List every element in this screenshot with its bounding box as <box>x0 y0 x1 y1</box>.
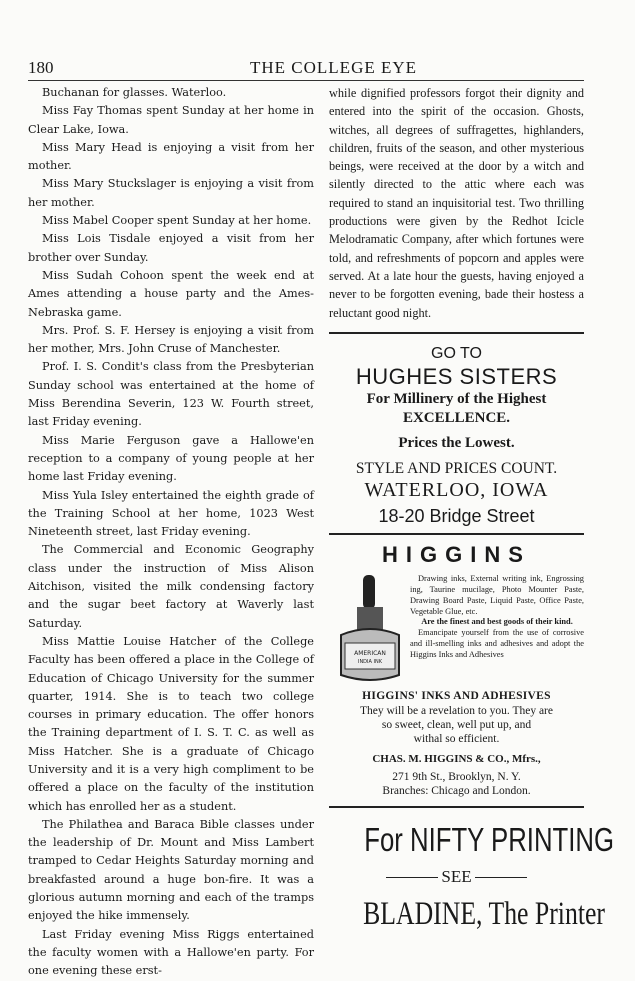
running-title: THE COLLEGE EYE <box>250 58 418 77</box>
see-line <box>329 866 584 888</box>
ink-bottle-icon <box>335 573 405 685</box>
svg-text:INDIA INK: INDIA INK <box>357 658 383 665</box>
branches: Branches: Chicago and London. <box>382 784 531 797</box>
left-column <box>28 84 314 981</box>
higgins-description <box>410 573 584 660</box>
divider <box>329 533 584 535</box>
news-item: Miss Mary Head is enjoying a visit from her mother. <box>28 140 314 173</box>
news-item: Miss Marie Ferguson gave a Hallowe'en reception to a company of young people at her home last Friday evening. <box>28 433 314 484</box>
news-item: Prof. I. S. Condit's class from the Presbyterian Sunday school was entertained at the home of Miss Berendina Severin, 123 W. Fourth street, last Friday evening. <box>28 360 314 429</box>
news-item: The Philathea and Baraca Bible classes under the leadership of Dr. Mount and Miss Lambert tramped to Cedar Heights Saturday morning and breakfasted around a huge bon-fire. It was a glorious autumn morning and each of the tramps enjoyed the hike immensely. <box>28 817 314 923</box>
ad-city: WATERLOO, IOWA <box>364 478 549 501</box>
divider <box>329 806 584 808</box>
ad-line: STYLE AND PRICES COUNT. <box>355 459 558 477</box>
tagline: withal so efficient. <box>413 732 500 745</box>
higgins-ad <box>329 541 584 798</box>
higgins-headline: HIGGINS' INKS AND ADHESIVES <box>362 689 551 702</box>
ad-name: HUGHES SISTERS <box>355 363 558 389</box>
tagline: They will be a revelation to you. They are <box>360 704 553 717</box>
ad-text: BLADINE, The Printer <box>363 895 605 932</box>
article-continuation: while dignified professors forgot their dignity and entered into the spirit of the occasion. Ghosts, witches, all degrees of suffragettes, highlanders, children, fruits of the season, and other mysterious beings, were received at the door by a witch and silently directed to the attic where each was required to stand an inquisitorial test. Two thrilling productions were given by the Redhot Icicle Melodramatic Company, after which fortunes were told, and refreshments of popcorn and apples were served. At a late hour the guests, having enjoyed a never to be forgotten evening, bade their hostess a reluctant good night. <box>329 86 584 320</box>
emancipate-text: Emancipate yourself from the use of corrosive and ill-smelling inks and adhesives and adopt the Higgins Inks and Adhesives <box>410 627 584 659</box>
news-item: The Commercial and Economic Geography class under the instruction of Miss Alison Aitchison, visited the milk condensing factory and the sugar beet factory at Waverly last Saturday. <box>28 543 314 630</box>
ad-line: For Millinery of the Highest <box>366 390 547 407</box>
news-item: Last Friday evening Miss Riggs entertained the faculty women with a Hallowe'en party. For one evening these erst- <box>28 927 314 978</box>
news-item: Miss Mary Stuckslager is enjoying a visit from her mother. <box>28 177 314 209</box>
bladine-line <box>329 894 605 934</box>
svg-text:AMERICAN: AMERICAN <box>354 649 386 657</box>
tagline: so sweet, clean, well put up, and <box>381 718 532 731</box>
news-item: Buchanan for glasses. Waterloo. <box>42 86 227 99</box>
news-item: Mrs. Prof. S. F. Hersey is enjoying a visit from her mother, Mrs. John Cruse of Manchester. <box>28 323 314 356</box>
ad-line: GO TO <box>431 344 482 362</box>
product-list: Drawing inks, External writing ink, Engrossing ing, Taurine mucilage, Photo Mounter Paste, Drawing Board Paste, Liquid Paste, Office Paste, Vegetable Glue, etc. <box>410 573 584 616</box>
ad-text: SEE <box>441 866 472 886</box>
maker: CHAS. M. HIGGINS & CO., Mfrs., <box>372 752 541 765</box>
news-item: Miss Mabel Cooper spent Sunday at her home. <box>42 214 312 228</box>
news-item: Miss Yula Isley entertained the eighth grade of the Training School at her home, 1023 West Nineteenth street, last Friday evening. <box>28 488 314 539</box>
news-item: Miss Mattie Louise Hatcher of the College Faculty has been offered a place in the College of Education of Chicago University for the summer quarter, 1914. She is to teach two college courses in primary education. The offer honors the Training department of I. S. T. C. as well as Miss Hatcher. She is a graduate of Chicago University and it is a very high compliment to be offered a place on the faculty of the institution which has enrolled her as a student. <box>28 634 314 813</box>
page-number: 180 <box>28 58 54 77</box>
header-rule <box>28 80 584 81</box>
ad-line: Prices the Lowest. <box>398 434 515 451</box>
news-item: Miss Lois Tisdale enjoyed a visit from her brother over Sunday. <box>28 232 314 264</box>
right-column <box>329 84 615 934</box>
ad-line: EXCELLENCE. <box>402 409 511 426</box>
bold-claim: Are the finest and best goods of their kind. <box>421 616 573 626</box>
higgins-title: HIGGINS <box>382 541 531 567</box>
nifty-printing-line <box>329 820 615 860</box>
hughes-sisters-ad <box>329 338 584 527</box>
higgins-footer <box>329 689 584 798</box>
ad-address: 18-20 Bridge Street <box>378 505 535 526</box>
divider <box>329 332 584 334</box>
ad-text: For NIFTY PRINTING <box>364 820 615 858</box>
news-item: Miss Fay Thomas spent Sunday at her home in Clear Lake, Iowa. <box>28 104 314 136</box>
higgins-body <box>329 573 584 685</box>
maker-address: 271 9th St., Brooklyn, N. Y. <box>392 770 521 783</box>
news-item: Miss Sudah Cohoon spent the week end at Ames attending a house party and the Ames-Nebraska game. <box>28 268 314 319</box>
